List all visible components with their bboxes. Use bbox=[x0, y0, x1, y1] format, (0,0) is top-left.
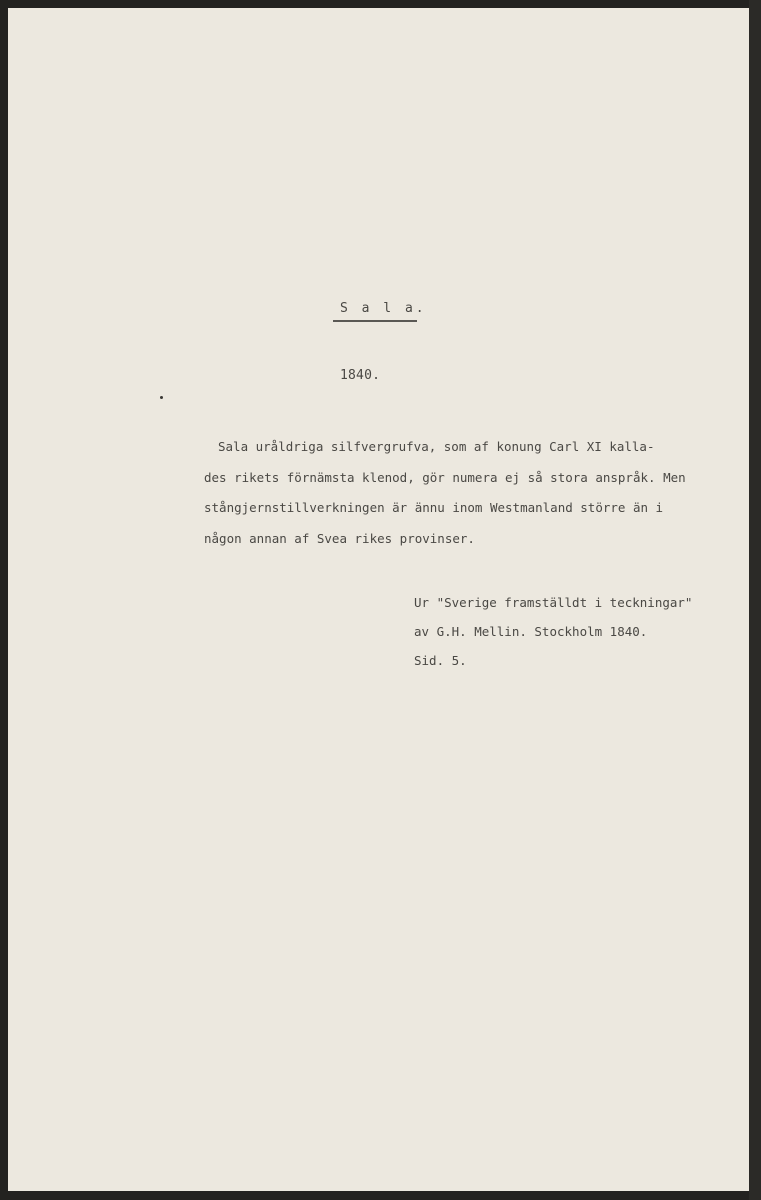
scan-edge bbox=[749, 0, 761, 1200]
body-paragraph bbox=[204, 432, 688, 554]
document-title: S a l a. bbox=[340, 301, 427, 316]
paragraph-line: stångjernstillverkningen är ännu inom Westmanland större än i bbox=[204, 500, 664, 515]
citation-line: Ur "Sverige framställdt i teckningar" bbox=[414, 595, 693, 610]
citation-line: Sid. 5. bbox=[414, 653, 467, 668]
source-citation bbox=[414, 588, 692, 675]
ink-speck bbox=[160, 396, 163, 399]
paragraph-line: någon annan af Svea rikes provinser. bbox=[204, 530, 475, 546]
document-year: 1840. bbox=[340, 368, 381, 383]
citation-line: av G.H. Mellin. Stockholm 1840. bbox=[414, 624, 648, 639]
paragraph-line: Sala uråldriga silfvergrufva, som af konung Carl XI kalla- bbox=[218, 439, 655, 454]
title-underline bbox=[333, 320, 417, 322]
paragraph-line: des rikets förnämsta klenod, gör numera ej så stora anspråk. Men bbox=[204, 469, 686, 485]
